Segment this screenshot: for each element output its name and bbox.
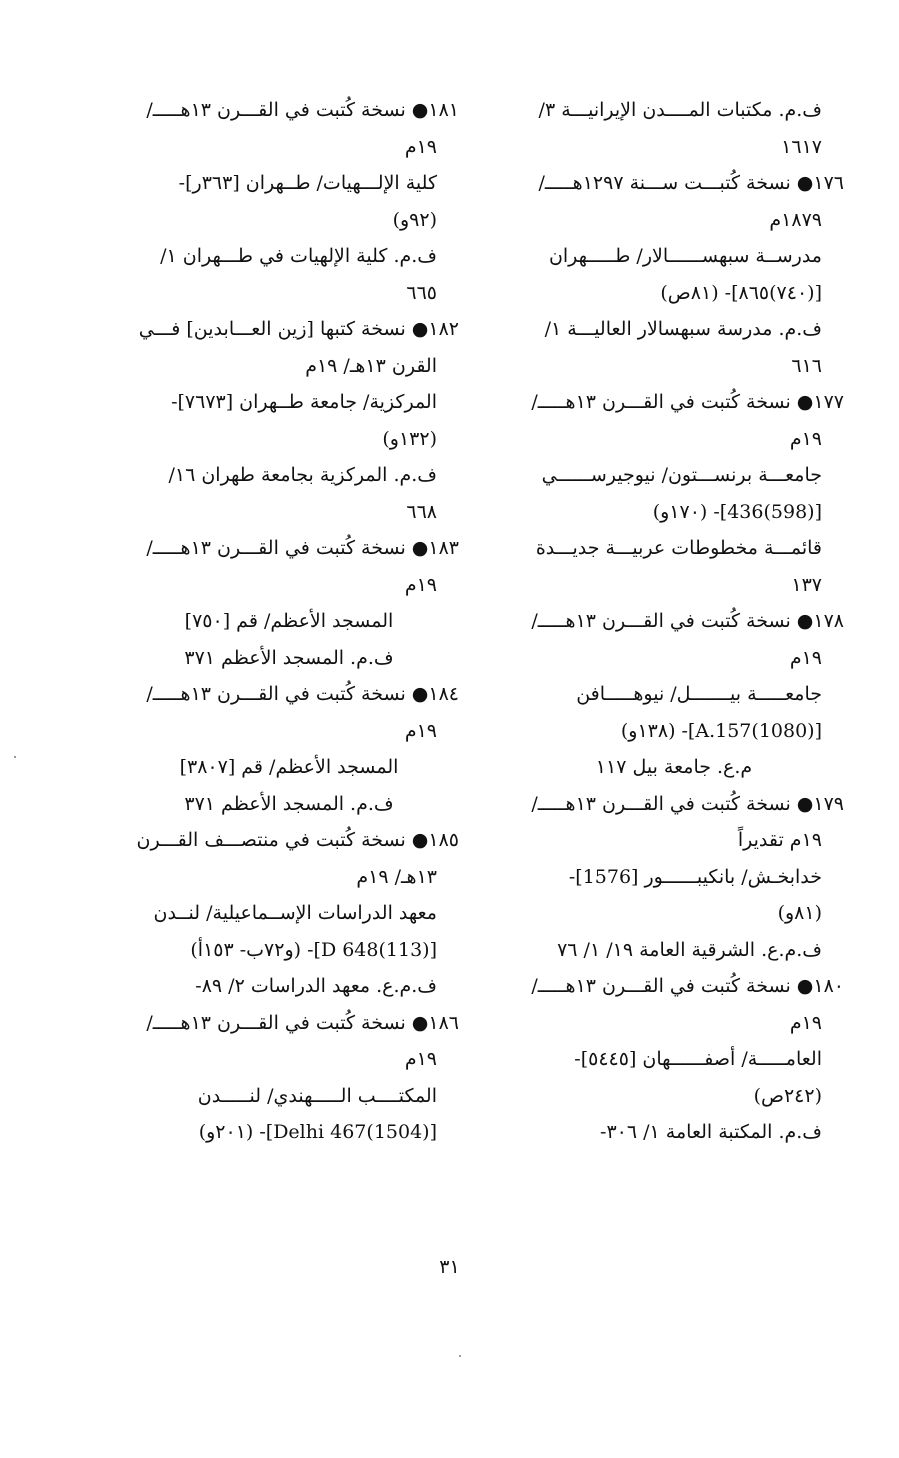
left-column-line: ٦٦٨ [406,500,437,523]
left-column-line: معهد الدراسات الإســماعيلية/ لنــدن [153,902,437,924]
left-column-line: المركزية/ جامعة طــهران [٧٦٧٣]- [171,391,437,413]
left-column-line: ١٨١● نسخة كُتبت في القـــرن ١٣هـــــ/ [146,99,459,121]
left-column-line: ١٩م [404,1048,437,1070]
left-column-line: ١٨٦● نسخة كُتبت في القـــرن ١٣هـــــ/ [146,1011,459,1034]
right-column-line: ف.م.ع. الشرقية العامة ١٩/ ١/ ٧٦ [557,938,822,961]
left-column-line: ف.م.ع. معهد الدراسات ٢/ ٨٩- [195,975,437,997]
left-column-line: (١٣٢و) [382,427,437,450]
left-column-line: (٩٢و) [392,208,437,231]
right-column-line: (٨١و) [777,902,822,924]
left-column-line: المكتــــب الـــــهندي/ لنـــــدن [197,1084,437,1107]
right-column-line: ١٩م [789,646,822,669]
right-column-line: ١٦١٧ [781,135,822,158]
left-column-line: المسجد الأعظم/ قم [٣٨٠٧] [179,756,399,778]
right-column-line: ١٣٧ [791,573,822,596]
right-column-line: خدابخـش/ بانكيبــــــور [1576]- [568,865,822,888]
scan-speck [459,1355,461,1357]
left-column-line: كلية الإلـــهيات/ طــهران [٣٦٣ر]- [178,172,437,194]
left-column-line: ٦٦٥ [406,281,437,304]
left-column-line: [(113)D 648]- (و٧٢ب- ١٥٣أ) [190,938,437,961]
right-column-line: [(1080)A.157]- (١٣٨و) [620,719,822,742]
right-column-line: جامعـــــة بيـــــــل/ نيوهـــــافن [576,683,822,705]
left-column-line: ١٨٣● نسخة كُتبت في القـــرن ١٣هـــــ/ [146,537,459,559]
left-column-line: ف.م. المسجد الأعظم ٣٧١ [184,646,394,669]
right-column-line: ف.م. المكتبة العامة ١/ ٣٠٦- [600,1121,822,1143]
right-column-line: مدرســة سبهســــــالار/ طـــــهران [548,245,822,267]
right-column-line: ف.م. مدرسة سبهسالار العاليـــة ١/ [544,318,822,340]
right-column-line: [(٧٤٠)٨٦٥]- (٨١ص) [660,281,822,304]
right-column-line: ١٩م تقديراً [737,829,822,851]
scan-speck [14,756,16,758]
right-column-line: قائمـــة مخطوطات عربيـــة جديـــدة [535,537,822,559]
left-column-line: المسجد الأعظم/ قم [٧٥٠] [184,610,394,632]
left-column-line: ١٨٤● نسخة كُتبت في القـــرن ١٣هـــــ/ [146,683,459,705]
right-column-line: ١٨٧٩م [769,208,822,231]
left-column-line: ١٨٢● نسخة كتبها [زين العـــابدين] فـــي [138,318,459,340]
right-column-line: ٦١٦ [791,354,822,377]
left-column-line: ١٩م [404,719,437,742]
right-column-line: ١٨٠● نسخة كُتبت في القـــرن ١٣هـــــ/ [531,975,844,997]
left-column-line: ف.م. كلية الإلهيات في طـــهران ١/ [160,245,437,267]
right-column [504,92,844,1151]
right-column-line: ١٧٧● نسخة كُتبت في القـــرن ١٣هـــــ/ [531,391,844,413]
right-column-line: م.ع. جامعة بيل ١١٧ [595,756,753,778]
right-column-line: ١٧٩● نسخة كُتبت في القـــرن ١٣هـــــ/ [531,792,844,815]
left-column-line: [(1504)Delhi 467]- (٢٠١و) [198,1121,437,1143]
left-column-line: ١٩م [404,135,437,158]
left-column-line: ١٩م [404,573,437,596]
left-column-line: ١٣هـ/ ١٩م [356,865,437,888]
right-column-line: ١٧٦● نسخة كُتبـــت ســـنة ١٢٩٧هـــــ/ [538,172,844,194]
right-column-line: (٢٤٢ص) [753,1084,822,1107]
right-column-line: ١٩م [789,427,822,450]
left-column-line: ف.م. المركزية بجامعة طهران ١٦/ [168,464,437,486]
left-column-line: ١٨٥● نسخة كُتبت في منتصـــف القـــرن [136,829,459,851]
left-column [119,92,459,1151]
left-column-line: القرن ١٣هـ/ ١٩م [305,354,437,377]
right-column-line: ف.م. مكتبات المــــدن الإيرانيـــة ٣/ [538,99,822,121]
right-column-line: ١٩م [789,1011,822,1034]
right-column-line: العامـــــة/ أصفــــــهان [٥٤٤٥]- [574,1048,822,1070]
right-column-line: جامعـــة برنســـتون/ نيوجيرســــــي [541,464,822,486]
right-column-line: ١٧٨● نسخة كُتبت في القـــرن ١٣هـــــ/ [531,610,844,632]
right-column-line: [(598)436]- (١٧٠و) [652,500,822,523]
page-number: ٣١ [439,1256,460,1278]
left-column-line: ف.م. المسجد الأعظم ٣٧١ [184,792,394,815]
